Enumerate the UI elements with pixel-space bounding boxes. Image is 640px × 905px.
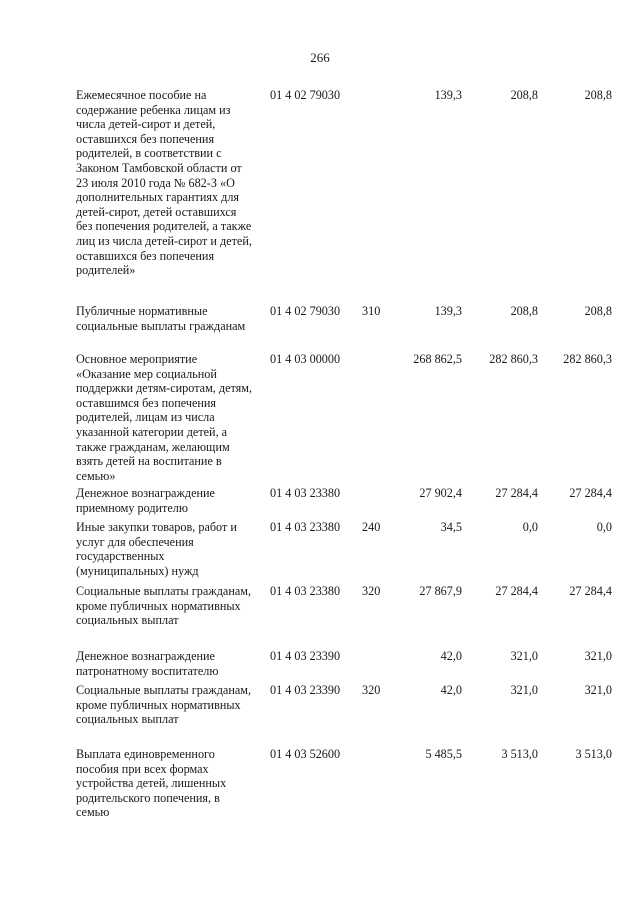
budget-table — [76, 88, 612, 827]
row-name: Ежемесячное пособие на содержание ребенка лицам из числа детей-сирот и детей, оставшихся без попечения родителей, в соответствии с Законом Тамбовской области от 23 июля 2010 года № 682-З «О дополнительных гарантиях для детей-сирот, детей оставшихся без попечения родителей, а также лиц из числа детей-сирот и детей, оставшихся без попечения родителей» — [76, 88, 252, 278]
table-row — [76, 304, 612, 352]
row-code: 01 4 02 79030 — [270, 88, 341, 102]
row-expense-type: 310 — [362, 304, 381, 318]
row-code: 01 4 03 23380 — [270, 486, 341, 500]
row-expense-type — [362, 649, 388, 683]
row-expense-type: 240 — [362, 520, 381, 534]
page-number: 266 — [310, 50, 330, 65]
row-value-3: 321,0 — [584, 683, 612, 697]
table-row — [76, 649, 612, 683]
row-name: Иные закупки товаров, работ и услуг для обеспечения государственных (муниципальных) нужд — [76, 520, 237, 578]
row-code: 01 4 03 23380 — [270, 520, 341, 534]
row-value-1: 27 867,9 — [419, 584, 462, 598]
row-code: 01 4 03 00000 — [270, 352, 341, 366]
row-value-3: 282 860,3 — [563, 352, 612, 366]
table-row — [76, 520, 612, 584]
row-value-2: 27 284,4 — [495, 486, 538, 500]
row-value-3: 208,8 — [584, 88, 612, 102]
table-row — [76, 352, 612, 486]
row-value-2: 3 513,0 — [501, 747, 538, 761]
row-value-1: 139,3 — [434, 88, 462, 102]
row-value-1: 42,0 — [440, 649, 462, 663]
table-row — [76, 683, 612, 747]
row-value-2: 208,8 — [510, 88, 538, 102]
row-expense-type — [362, 88, 388, 304]
row-value-2: 27 284,4 — [495, 584, 538, 598]
row-code: 01 4 03 23380 — [270, 584, 341, 598]
table-row — [76, 486, 612, 520]
row-name: Основное мероприятие «Оказание мер социальной поддержки детям-сиротам, детям, оставшимся без попечения родителей, лицам из числа указанной категории детей, а также гражданам, желающим взять детей на воспитание в семью» — [76, 352, 253, 483]
table-row — [76, 584, 612, 649]
row-code: 01 4 03 52600 — [270, 747, 341, 761]
row-value-1: 34,5 — [440, 520, 462, 534]
row-value-1: 268 862,5 — [413, 352, 462, 366]
row-name: Публичные нормативные социальные выплаты гражданам — [76, 304, 246, 333]
row-expense-type — [362, 747, 388, 827]
row-name: Социальные выплаты гражданам, кроме публичных нормативных социальных выплат — [76, 584, 252, 628]
row-code: 01 4 02 79030 — [270, 304, 341, 318]
row-value-1: 42,0 — [440, 683, 462, 697]
row-value-2: 282 860,3 — [489, 352, 538, 366]
row-expense-type — [362, 352, 388, 486]
row-value-1: 139,3 — [434, 304, 462, 318]
row-code: 01 4 03 23390 — [270, 683, 341, 697]
row-expense-type: 320 — [362, 584, 381, 598]
row-value-2: 0,0 — [522, 520, 538, 534]
table-row — [76, 88, 612, 304]
row-expense-type — [362, 486, 388, 520]
row-value-2: 321,0 — [510, 649, 538, 663]
row-name: Денежное вознаграждение патронатному воспитателю — [76, 649, 219, 678]
row-code: 01 4 03 23390 — [270, 649, 341, 663]
row-value-3: 321,0 — [584, 649, 612, 663]
row-value-3: 3 513,0 — [575, 747, 612, 761]
row-value-2: 321,0 — [510, 683, 538, 697]
row-value-1: 5 485,5 — [425, 747, 462, 761]
row-value-3: 0,0 — [596, 520, 612, 534]
row-name: Денежное вознаграждение приемному родителю — [76, 486, 215, 515]
row-name: Выплата единовременного пособия при всех формах устройства детей, лишенных родительского попечения, в семью — [76, 747, 227, 820]
table-row — [76, 747, 612, 827]
row-name: Социальные выплаты гражданам, кроме публичных нормативных социальных выплат — [76, 683, 252, 727]
row-value-3: 208,8 — [584, 304, 612, 318]
row-value-1: 27 902,4 — [419, 486, 462, 500]
row-value-3: 27 284,4 — [569, 486, 612, 500]
row-value-3: 27 284,4 — [569, 584, 612, 598]
row-expense-type: 320 — [362, 683, 381, 697]
row-value-2: 208,8 — [510, 304, 538, 318]
